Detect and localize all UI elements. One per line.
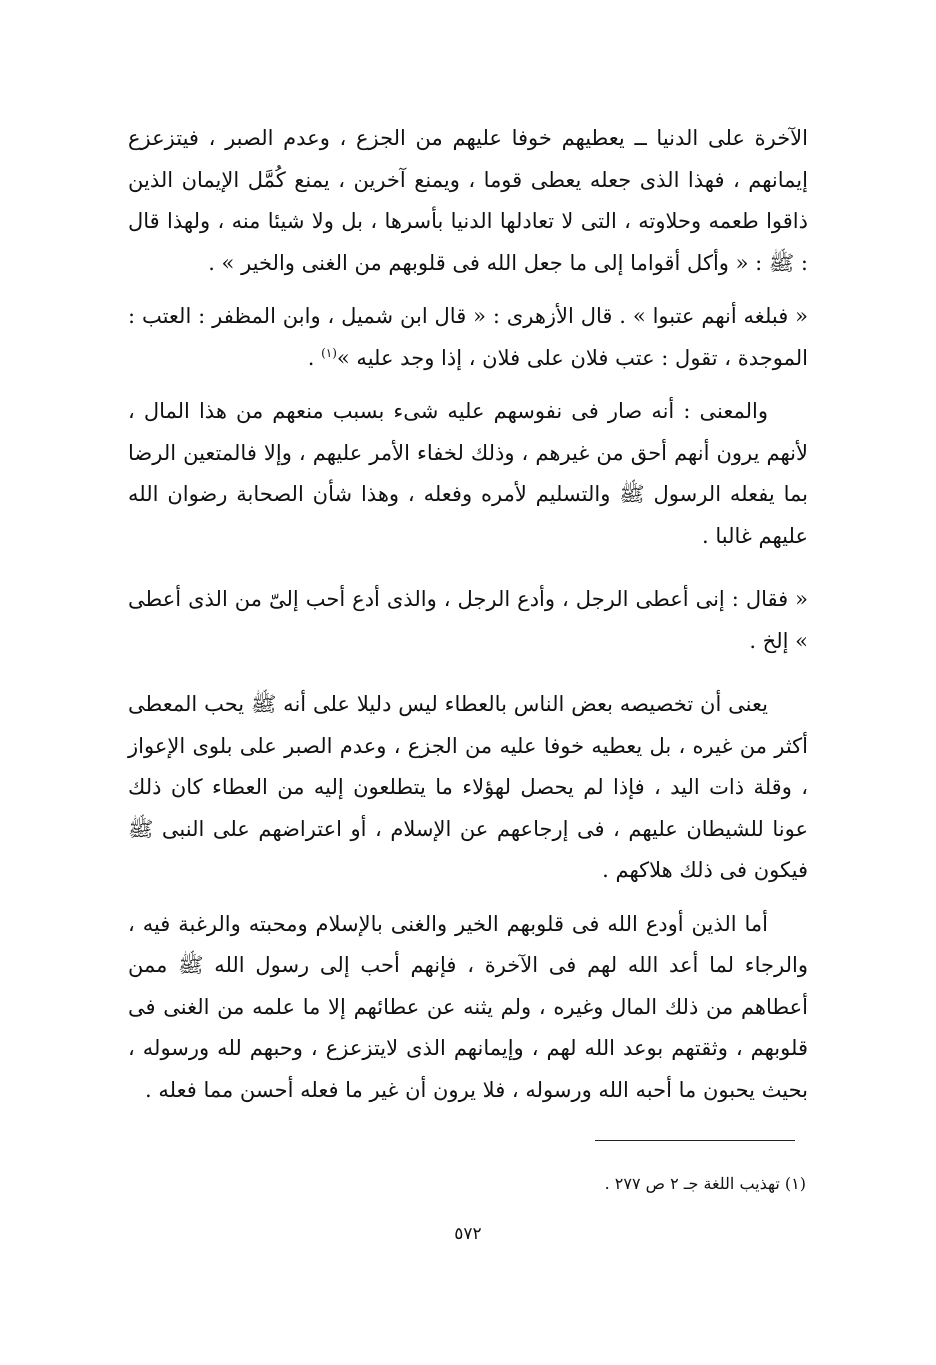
paragraph-2 bbox=[128, 296, 808, 379]
paragraph-1: الآخرة على الدنيا ــ يعطيهم خوفا عليهم من الجزع ، وعدم الصبر ، فيتزعزع إيمانهم ، فهذا الذى جعله يعطى قوما ، ويمنع آخرين ، يمنع كُمَّل الإيمان الذين ذاقوا طعمه وحلاوته ، التى لا تعادلها الدنيا بأسرها ، بل ولا شيئا منه ، ولهذا قال : ﷺ : « وأكل أقواما إلى ما جعل الله فى قلوبهم من الغنى والخير » . bbox=[128, 126, 808, 275]
paragraph-5: يعنى أن تخصيصه بعض الناس بالعطاء ليس دليلا على أنه ﷺ يحب المعطى أكثر من غيره ، بل يعطيه خوفا عليه من الجزع ، وعدم الصبر على بلوى الإعواز ، وقلة ذات اليد ، فإذا لم يحصل لهؤلاء ما يتطلعون إليه من العطاء كان ذلك عونا للشيطان عليهم ، فى إرجاعهم عن الإسلام ، أو اعتراضهم على النبى ﷺ فيكون فى ذلك هلاكهم . bbox=[128, 692, 809, 882]
paragraph-2-text: « فبلغه أنهم عتبوا » . قال الأزهرى : « قال ابن شميل ، وابن المظفر : العتب : الموجدة ، تقول : عتب فلان على فلان ، إذا وجد عليه » bbox=[128, 304, 808, 370]
page-number: ٥٧٢ bbox=[454, 1224, 482, 1244]
footnote: (١) تهذيب اللغة جـ ٢ ص ٢٧٧ . bbox=[604, 1174, 806, 1193]
paragraph-6: أما الذين أودع الله فى قلوبهم الخير والغنى بالإسلام ومحبته والرغبة فيه ، والرجاء لما أعد الله لهم فى الآخرة ، فإنهم أحب إلى رسول الله ﷺ ممن أعطاهم من ذلك المال وغيره ، ولم يثنه عن عطائهم إلا ما علمه من الغنى فى قلوبهم ، وثقتهم بوعد الله لهم ، وإيمانهم الذى لايتزعزع ، وحبهم لله ورسوله ، بحيث يحبون ما أحبه الله ورسوله ، فلا يرون أن غير ما فعله أحسن مما فعله . bbox=[128, 911, 808, 1102]
footnote-reference: (١) bbox=[321, 345, 337, 360]
footnote-separator bbox=[595, 1140, 795, 1141]
paragraph-3: والمعنى : أنه صار فى نفوسهم عليه شىء بسبب منعهم من هذا المال ، لأنهم يرون أنهم أحق من غيرهم ، وذلك لخفاء الأمر عليهم ، وإلا فالمتعين الرضا بما يفعله الرسول ﷺ والتسليم لأمره وفعله ، وهذا شأن الصحابة رضوان الله عليهم غالبا . bbox=[128, 399, 808, 548]
paragraph-4: « فقال : إنى أعطى الرجل ، وأدع الرجل ، والذى أدع أحب إلىّ من الذى أعطى » إلخ . bbox=[128, 587, 808, 653]
paragraph-2-end: . bbox=[307, 345, 322, 370]
main-text bbox=[128, 118, 808, 1123]
